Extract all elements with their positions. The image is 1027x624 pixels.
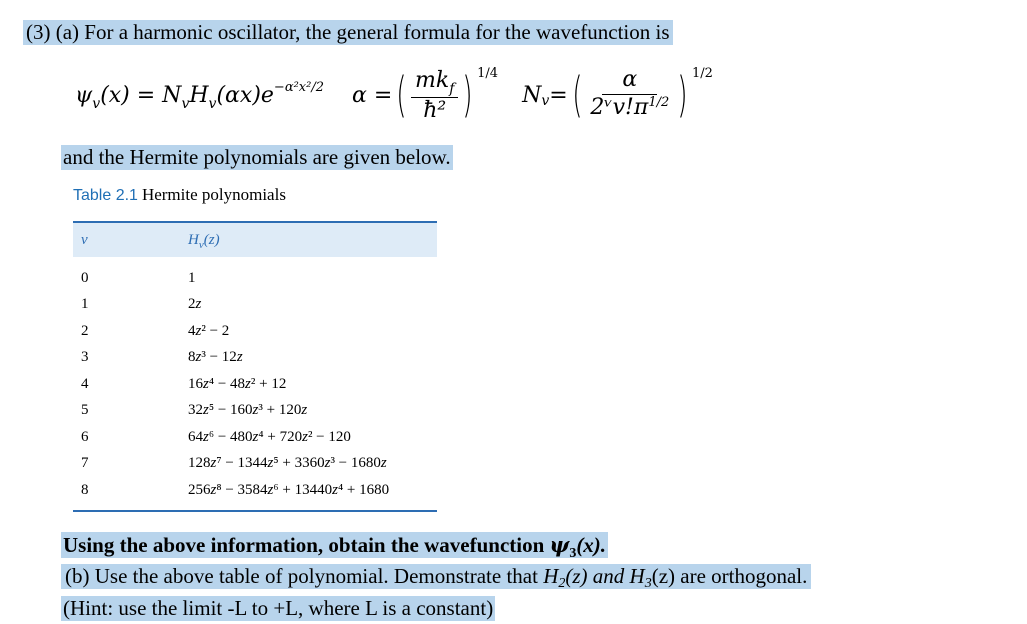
row-hermite: 32z⁵ − 160z³ + 120z xyxy=(188,402,308,419)
header-h: $H_v(z)$ xyxy=(188,231,220,251)
row-hermite: 256z⁸ − 3584z⁶ + 13440z⁴ + 1680 xyxy=(188,481,390,498)
row-v: 6 xyxy=(81,428,89,445)
row-hermite: 1 xyxy=(188,269,196,286)
table-row xyxy=(73,265,437,292)
table-row xyxy=(73,451,437,478)
row-v: 2 xyxy=(81,322,89,339)
question-intro: (3) (a) For a harmonic oscillator, the general formula for the wavefunction is xyxy=(23,20,673,45)
normalization-definition: N v = ( $\frac{\alpha}{2ᵛv!\pi^{1/2}}$ ) 1/2 xyxy=(522,65,713,123)
hermite-table xyxy=(73,221,437,512)
row-hermite: 128z⁷ − 1344z⁵ + 3360z³ − 1680z xyxy=(188,455,387,472)
row-hermite: 8z³ − 12z xyxy=(188,349,243,366)
table-row xyxy=(73,424,437,451)
table-row xyxy=(73,292,437,319)
row-hermite: 4z² − 2 xyxy=(188,322,230,339)
row-hermite: 64z⁶ − 480z⁴ + 720z² − 120 xyxy=(188,428,351,445)
table-row xyxy=(73,477,437,504)
table-body xyxy=(73,265,437,504)
table-row xyxy=(73,371,437,398)
psi-expression: $\psi_v(x) = N_vH_v(\alpha x)e^{-\alpha^2x^2/2}$ xyxy=(75,79,324,112)
table-title: Hermite polynomials xyxy=(141,185,286,204)
table-label: Table 2.1 xyxy=(73,187,138,204)
row-hermite: 16z⁴ − 48z² + 12 xyxy=(188,375,287,392)
row-v: 8 xyxy=(81,481,89,498)
table-row xyxy=(73,318,437,345)
table-caption xyxy=(73,185,286,205)
row-v: 0 xyxy=(81,269,89,286)
row-v: 1 xyxy=(81,296,89,313)
row-hermite: 2z xyxy=(188,296,202,313)
wavefunction-formula xyxy=(75,60,713,130)
alpha-definition: α = ( $\frac{mk_f}{\text{ħ²}}$ ) 1/4 xyxy=(352,65,499,123)
hermite-intro: and the Hermite polynomials are given below. xyxy=(63,145,451,169)
row-v: 4 xyxy=(81,375,89,392)
row-v: 3 xyxy=(81,349,89,366)
hint: (Hint: use the limit -L to +L, where L is a constant) xyxy=(63,596,494,620)
table-row xyxy=(73,398,437,425)
row-v: 7 xyxy=(81,455,89,472)
table-header xyxy=(73,221,437,257)
row-v: 5 xyxy=(81,402,89,419)
table-bottom-rule xyxy=(73,510,437,512)
table-row xyxy=(73,345,437,372)
header-v: v xyxy=(81,231,88,248)
task-a: Using the above information, obtain the wavefunction $\psi_3(x)$. xyxy=(63,532,607,561)
task-b: (b) Use the above table of polynomial. Demonstrate that H2(z) and H3(z) are orthogonal. xyxy=(61,564,811,589)
